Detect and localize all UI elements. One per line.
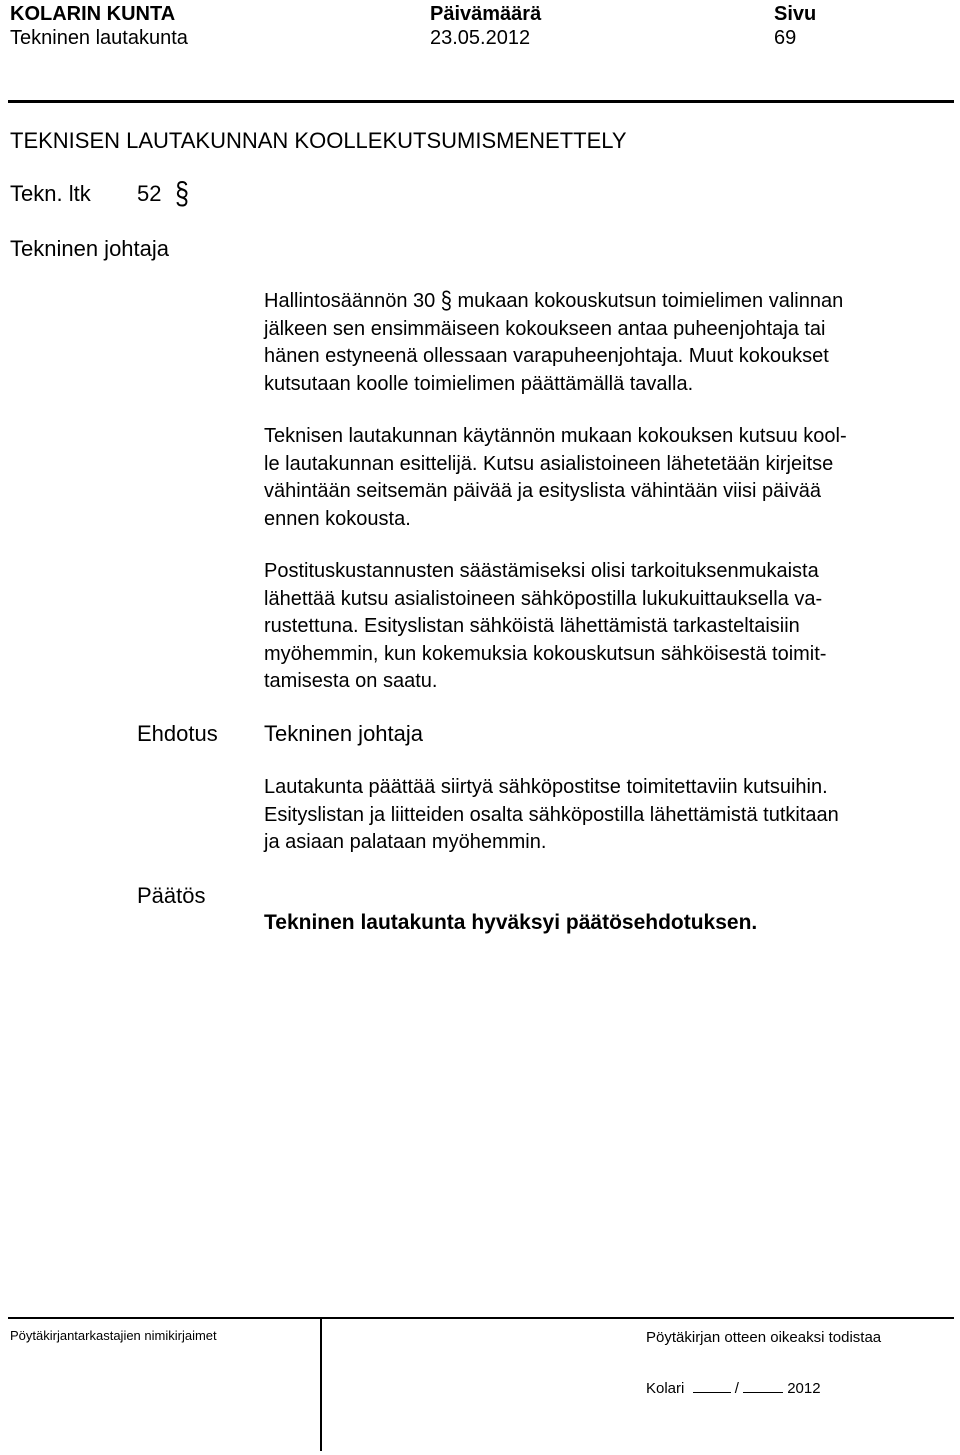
meeting-date: 23.05.2012 xyxy=(430,27,531,49)
certify-place: Kolari xyxy=(646,1380,685,1397)
date-label: Päivämäärä xyxy=(430,3,542,25)
decision-label: Päätös xyxy=(137,883,206,908)
paragraph-line: tamisesta on saatu. xyxy=(264,670,438,692)
footer-divider xyxy=(8,1317,954,1319)
paragraph-line: Hallintosäännön 30 § mukaan kokouskutsun toimielimen valinnan xyxy=(264,288,948,316)
proposal-line: Esityslistan ja liitteiden osalta sähköpostilla lähettämistä tutkitaan xyxy=(264,803,839,826)
proposal-text xyxy=(264,774,948,857)
paragraph-line: kutsutaan koolle toimielimen päättämällä tavalla. xyxy=(264,372,694,395)
proposal-label: Ehdotus xyxy=(137,721,218,746)
paragraph-line: Postituskustannusten säästämiseksi olisi tarkoituksenmukaista xyxy=(264,560,819,582)
section-reference xyxy=(10,181,91,207)
section-sign-icon: § xyxy=(175,176,189,212)
paragraph-2 xyxy=(264,423,948,533)
paragraph-line: le lautakunnan esittelijä. Kutsu asialistoineen lähetetään kirjeitse xyxy=(264,452,834,475)
proposal-line: ja asiaan palataan myöhemmin. xyxy=(264,831,547,853)
proposal-by: Tekninen johtaja xyxy=(264,721,424,746)
paragraph-line: myöhemmin, kun kokemuksia kokouskutsun sähköisestä toimit- xyxy=(264,642,827,665)
section-number: 52 xyxy=(137,181,162,206)
header-divider xyxy=(8,100,954,103)
paragraph-line: jälkeen sen ensimmäiseen kokoukseen antaa puheenjohtaja tai xyxy=(264,317,826,340)
footer-column-divider xyxy=(320,1317,322,1451)
paragraph-line: vähintään seitsemän päivää ja esityslista vähintään viisi päivää xyxy=(264,480,821,502)
page-label: Sivu xyxy=(774,3,817,25)
certify-date-line xyxy=(646,1378,821,1397)
paragraph-line: hänen estyneenä ollessaan varapuheenjohtaja. Muut kokoukset xyxy=(264,345,829,367)
committee-name: Tekninen lautakunta xyxy=(10,27,188,49)
month-blank xyxy=(743,1378,783,1393)
proposal-line: Lautakunta päättää siirtyä sähköpostitse toimitettaviin kutsuihin. xyxy=(264,776,828,798)
date-separator: / xyxy=(734,1380,739,1397)
page-number: 69 xyxy=(774,27,797,49)
paragraph-line: rustettuna. Esityslistan sähköistä lähettämistä tarkasteltaisiin xyxy=(264,615,800,637)
paragraph-3 xyxy=(264,558,948,696)
document-title: TEKNISEN LAUTAKUNNAN KOOLLEKUTSUMISMENETTELY xyxy=(10,128,627,153)
day-blank xyxy=(693,1378,731,1393)
section-sign-icon: § xyxy=(440,287,452,315)
inspectors-label: Pöytäkirjantarkastajien nimikirjaimet xyxy=(10,1328,217,1343)
section-ref-text: Tekn. ltk xyxy=(10,181,91,206)
org-name: KOLARIN KUNTA xyxy=(10,3,176,25)
paragraph-line: ennen kokousta. xyxy=(264,507,411,530)
paragraph-line: Teknisen lautakunnan käytännön mukaan kokouksen kutsuu kool- xyxy=(264,425,847,447)
preparer-heading: Tekninen johtaja xyxy=(10,236,170,261)
decision-text: Tekninen lautakunta hyväksyi päätösehdotuksen. xyxy=(264,911,758,934)
certify-year: 2012 xyxy=(787,1380,821,1397)
paragraph-1 xyxy=(264,288,948,398)
certify-label: Pöytäkirjan otteen oikeaksi todistaa xyxy=(646,1329,882,1346)
paragraph-line: lähettää kutsu asialistoineen sähköpostilla lukukuittauksella va- xyxy=(264,587,823,610)
